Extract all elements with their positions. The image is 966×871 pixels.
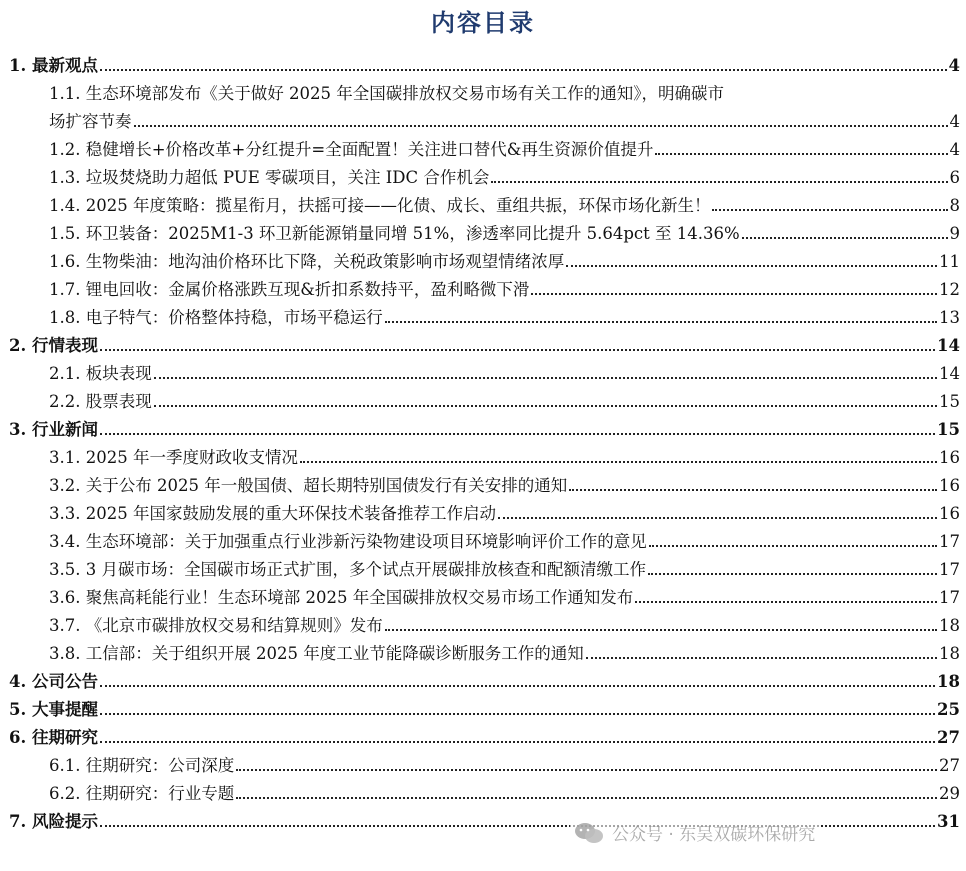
toc-entry-3-2[interactable] <box>49 476 960 496</box>
toc-page-number: 17 <box>939 588 960 607</box>
toc-entry-3-7[interactable] <box>49 616 960 636</box>
toc-page-number: 13 <box>939 308 960 327</box>
toc-page-number: 11 <box>939 252 960 271</box>
toc-page-number: 27 <box>937 728 960 747</box>
toc-leader-dots <box>236 797 937 799</box>
toc-leader-dots <box>712 209 947 211</box>
toc-entry-label: 4. 公司公告 <box>9 672 98 691</box>
toc-page-number: 18 <box>939 616 960 635</box>
toc-leader-dots <box>100 685 935 687</box>
toc-leader-dots <box>655 153 947 155</box>
toc-entry-3-1[interactable] <box>49 448 960 468</box>
toc-leader-dots <box>100 741 935 743</box>
toc-page-number: 6 <box>949 168 960 187</box>
wechat-icon <box>574 822 604 844</box>
toc-entry-label: 6.1. 往期研究：公司深度 <box>49 756 235 775</box>
toc-entry-1-7[interactable] <box>49 280 960 300</box>
toc-leader-dots <box>649 545 937 547</box>
toc-entry-label: 6.2. 往期研究：行业专题 <box>49 784 235 803</box>
toc-leader-dots <box>491 181 947 183</box>
toc-leader-dots <box>586 657 937 659</box>
toc-entry-label: 3.1. 2025 年一季度财政收支情况 <box>49 448 298 467</box>
toc-entry-3-5[interactable] <box>49 560 960 580</box>
toc-entry-label: 1.7. 锂电回收：金属价格涨跌互现&折扣系数持平，盈利略微下滑 <box>49 280 530 299</box>
toc-entry-label: 1.6. 生物柴油：地沟油价格环比下降，关税政策影响市场观望情绪浓厚 <box>49 252 565 271</box>
toc-page-number: 16 <box>939 504 960 523</box>
toc-entry-label: 5. 大事提醒 <box>9 700 98 719</box>
toc-entry-label: 1.5. 环卫装备：2025M1-3 环卫新能源销量同增 51%，渗透率同比提升 5.64pct 至 14.36% <box>49 224 740 243</box>
toc-entry-2-1[interactable] <box>49 364 960 384</box>
toc-page-number: 18 <box>937 672 960 691</box>
toc-entry-1-4[interactable] <box>49 196 960 216</box>
toc-entry-label: 3.5. 3 月碳市场：全国碳市场正式扩围，多个试点开展碳排放核查和配额清缴工作 <box>49 560 646 579</box>
toc-leader-dots <box>300 461 937 463</box>
watermark-text: 公众号 · 东吴双碳环保研究 <box>612 825 816 845</box>
toc-page-number: 25 <box>937 700 960 719</box>
toc-entry-2[interactable] <box>9 336 960 356</box>
toc-page-number: 8 <box>949 196 960 215</box>
toc-page-number: 4 <box>949 140 960 159</box>
toc-entry-label: 7. 风险提示 <box>9 812 98 831</box>
toc-entry-1-1-line1[interactable] <box>49 84 960 104</box>
toc-entry-label: 1.2. 稳健增长+价格改革+分红提升=全面配置！关注进口替代&再生资源价值提升 <box>49 140 654 159</box>
toc-page-number: 18 <box>939 644 960 663</box>
toc-entry-label-cont: 场扩容节奏 <box>49 112 132 131</box>
toc-page-number: 9 <box>949 224 960 243</box>
toc-page-number: 16 <box>939 476 960 495</box>
toc-entry-3-3[interactable] <box>49 504 960 524</box>
toc-page-number: 15 <box>937 420 960 439</box>
toc-leader-dots <box>100 69 947 71</box>
toc-leader-dots <box>154 405 937 407</box>
toc-page-number: 14 <box>937 336 960 355</box>
toc-leader-dots <box>154 377 937 379</box>
toc-entry-2-2[interactable] <box>49 392 960 412</box>
toc-entry-1[interactable] <box>9 56 960 76</box>
toc-page-number: 12 <box>939 280 960 299</box>
toc-leader-dots <box>742 237 948 239</box>
toc-entry-1-2[interactable] <box>49 140 960 160</box>
toc-leader-dots <box>385 321 937 323</box>
toc-entry-6-1[interactable] <box>49 756 960 776</box>
toc-page-number: 17 <box>939 560 960 579</box>
toc-entry-label: 1.4. 2025 年度策略：揽星衔月，扶摇可接——化债、成长、重组共振，环保市场化新生！ <box>49 196 711 215</box>
toc-entry-label: 2. 行情表现 <box>9 336 98 355</box>
toc-page-number: 31 <box>937 812 960 831</box>
toc-leader-dots <box>648 573 937 575</box>
toc-page-number: 16 <box>939 448 960 467</box>
toc-entry-6[interactable] <box>9 728 960 748</box>
toc-entry-3-8[interactable] <box>49 644 960 664</box>
toc-entry-1-8[interactable] <box>49 308 960 328</box>
toc-entry-label: 1.3. 垃圾焚烧助力超低 PUE 零碳项目，关注 IDC 合作机会 <box>49 168 490 187</box>
toc-entry-label: 1.8. 电子特气：价格整体持稳，市场平稳运行 <box>49 308 383 327</box>
toc-entry-3-4[interactable] <box>49 532 960 552</box>
toc-entry-6-2[interactable] <box>49 784 960 804</box>
toc-leader-dots <box>134 125 948 127</box>
toc-entry-label: 3.6. 聚焦高耗能行业！生态环境部 2025 年全国碳排放权交易市场工作通知发布 <box>49 588 634 607</box>
toc-entry-1-1[interactable] <box>49 112 960 132</box>
toc-entry-label: 1.1. 生态环境部发布《关于做好 2025 年全国碳排放权交易市场有关工作的通知》，明确碳市 <box>49 84 724 103</box>
toc-entry-4[interactable] <box>9 672 960 692</box>
toc-entry-label: 3. 行业新闻 <box>9 420 98 439</box>
toc-leader-dots <box>531 293 937 295</box>
toc-page-number: 17 <box>939 532 960 551</box>
toc-entry-label: 2.2. 股票表现 <box>49 392 152 411</box>
toc-leader-dots <box>569 489 937 491</box>
toc-leader-dots <box>100 433 935 435</box>
toc-entry-1-6[interactable] <box>49 252 960 272</box>
toc-page-number: 4 <box>948 56 960 75</box>
wechat-watermark <box>570 820 819 845</box>
toc-entry-label: 3.7. 《北京市碳排放权交易和结算规则》发布 <box>49 616 383 635</box>
toc-page-number: 29 <box>939 784 960 803</box>
toc-leader-dots <box>566 265 937 267</box>
toc-entry-3[interactable] <box>9 420 960 440</box>
toc-page-number: 14 <box>939 364 960 383</box>
toc-entry-3-6[interactable] <box>49 588 960 608</box>
toc-entry-1-5[interactable] <box>49 224 960 244</box>
toc-page-number: 4 <box>949 112 960 131</box>
toc-page-number: 15 <box>939 392 960 411</box>
toc-entry-label: 3.3. 2025 年国家鼓励发展的重大环保技术装备推荐工作启动 <box>49 504 496 523</box>
toc-entry-label: 2.1. 板块表现 <box>49 364 152 383</box>
toc-entry-label: 3.4. 生态环境部：关于加强重点行业涉新污染物建设项目环境影响评价工作的意见 <box>49 532 647 551</box>
toc-leader-dots <box>100 349 935 351</box>
toc-entry-label: 3.8. 工信部：关于组织开展 2025 年度工业节能降碳诊断服务工作的通知 <box>49 644 584 663</box>
toc-entry-5[interactable] <box>9 700 960 720</box>
toc-entry-label: 3.2. 关于公布 2025 年一般国债、超长期特别国债发行有关安排的通知 <box>49 476 568 495</box>
toc-leader-dots <box>236 769 937 771</box>
toc-leader-dots <box>100 713 935 715</box>
toc-leader-dots <box>635 601 937 603</box>
toc-entry-label: 1. 最新观点 <box>9 56 98 75</box>
toc-title: 内容目录 <box>431 8 535 37</box>
toc-leader-dots <box>498 517 937 519</box>
toc-entry-1-3[interactable] <box>49 168 960 188</box>
toc-entry-label: 6. 往期研究 <box>9 728 98 747</box>
toc-page-number: 27 <box>939 756 960 775</box>
toc-leader-dots <box>385 629 937 631</box>
